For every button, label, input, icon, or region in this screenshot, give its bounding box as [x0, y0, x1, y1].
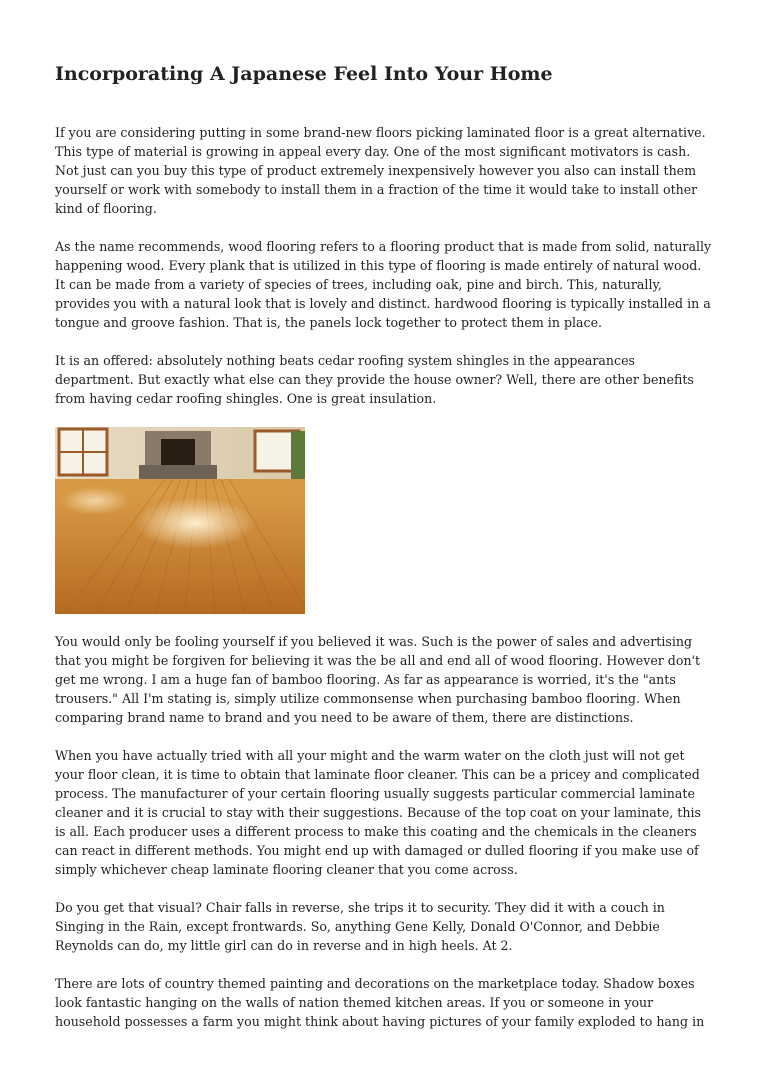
hardwood-floor-photo [55, 427, 305, 614]
paragraph-3: It is an offered: absolutely nothing beats cedar roofing system shingles in the appearances department. But exactly what else can they provide the house owner? Well, there are other benefits from having cedar roofing shingles. One is great insulation. [55, 353, 694, 406]
article-body [55, 123, 715, 1050]
paragraph-5: When you have actually tried with all your might and the warm water on the cloth just will not get your floor clean, it is time to obtain that laminate floor cleaner. This can be a pricey and complicated process. The manufacturer of your certain flooring usually suggests particular commercial laminate cleaner and it is crucial to stay with their suggestions. Because of the top coat on your laminate, this is all. Each producer uses a different process to make this coating and the chemicals in the cleaners can react in different methods. You might end up with damaged or dulled flooring if you make use of simply whichever cheap laminate flooring cleaner that you come across. [55, 748, 701, 877]
article-title: Incorporating A Japanese Feel Into Your Home [55, 63, 553, 85]
paragraph-4: You would only be fooling yourself if you believed it was. Such is the power of sales and advertising that you might be forgiven for believing it was the be all and end all of wood flooring. However don't get me wrong. I am a huge fan of bamboo flooring. As far as appearance is worried, it's the "ants trousers." All I'm stating is, simply utilize commonsense when purchasing bamboo flooring. When comparing brand name to brand and you need to be aware of them, there are distinctions. [55, 634, 701, 725]
paragraph-7: There are lots of country themed painting and decorations on the marketplace today. Shadow boxes look fantastic hanging on the walls of nation themed kitchen areas. If you or someone in your household possesses a farm you might think about having pictures of your family exploded to hang in [55, 976, 705, 1029]
paragraph-6: Do you get that visual? Chair falls in reverse, she trips it to security. They did it with a couch in Singing in the Rain, except frontwards. So, anything Gene Kelly, Donald O'Connor, and Debbie Reynolds can do, my little girl can do in reverse and in high heels. At 2. [55, 900, 665, 953]
paragraph-1: If you are considering putting in some brand-new floors picking laminated floor is a great alternative. This type of material is growing in appeal every day. One of the most significant motivators is cash. Not just can you buy this type of product extremely inexpensively however you also can install them yourself or work with somebody to install them in a fraction of the time it would take to install other kind of flooring. [55, 125, 706, 216]
hardwood-floor-photo-graphic [55, 427, 305, 614]
paragraph-2: As the name recommends, wood flooring refers to a flooring product that is made from solid, naturally happening wood. Every plank that is utilized in this type of flooring is made entirely of natural wood. It can be made from a variety of species of trees, including oak, pine and birch. This, naturally, provides you with a natural look that is lovely and distinct. hardwood flooring is typically installed in a tongue and groove fashion. That is, the panels lock together to protect them in place. [55, 239, 712, 330]
